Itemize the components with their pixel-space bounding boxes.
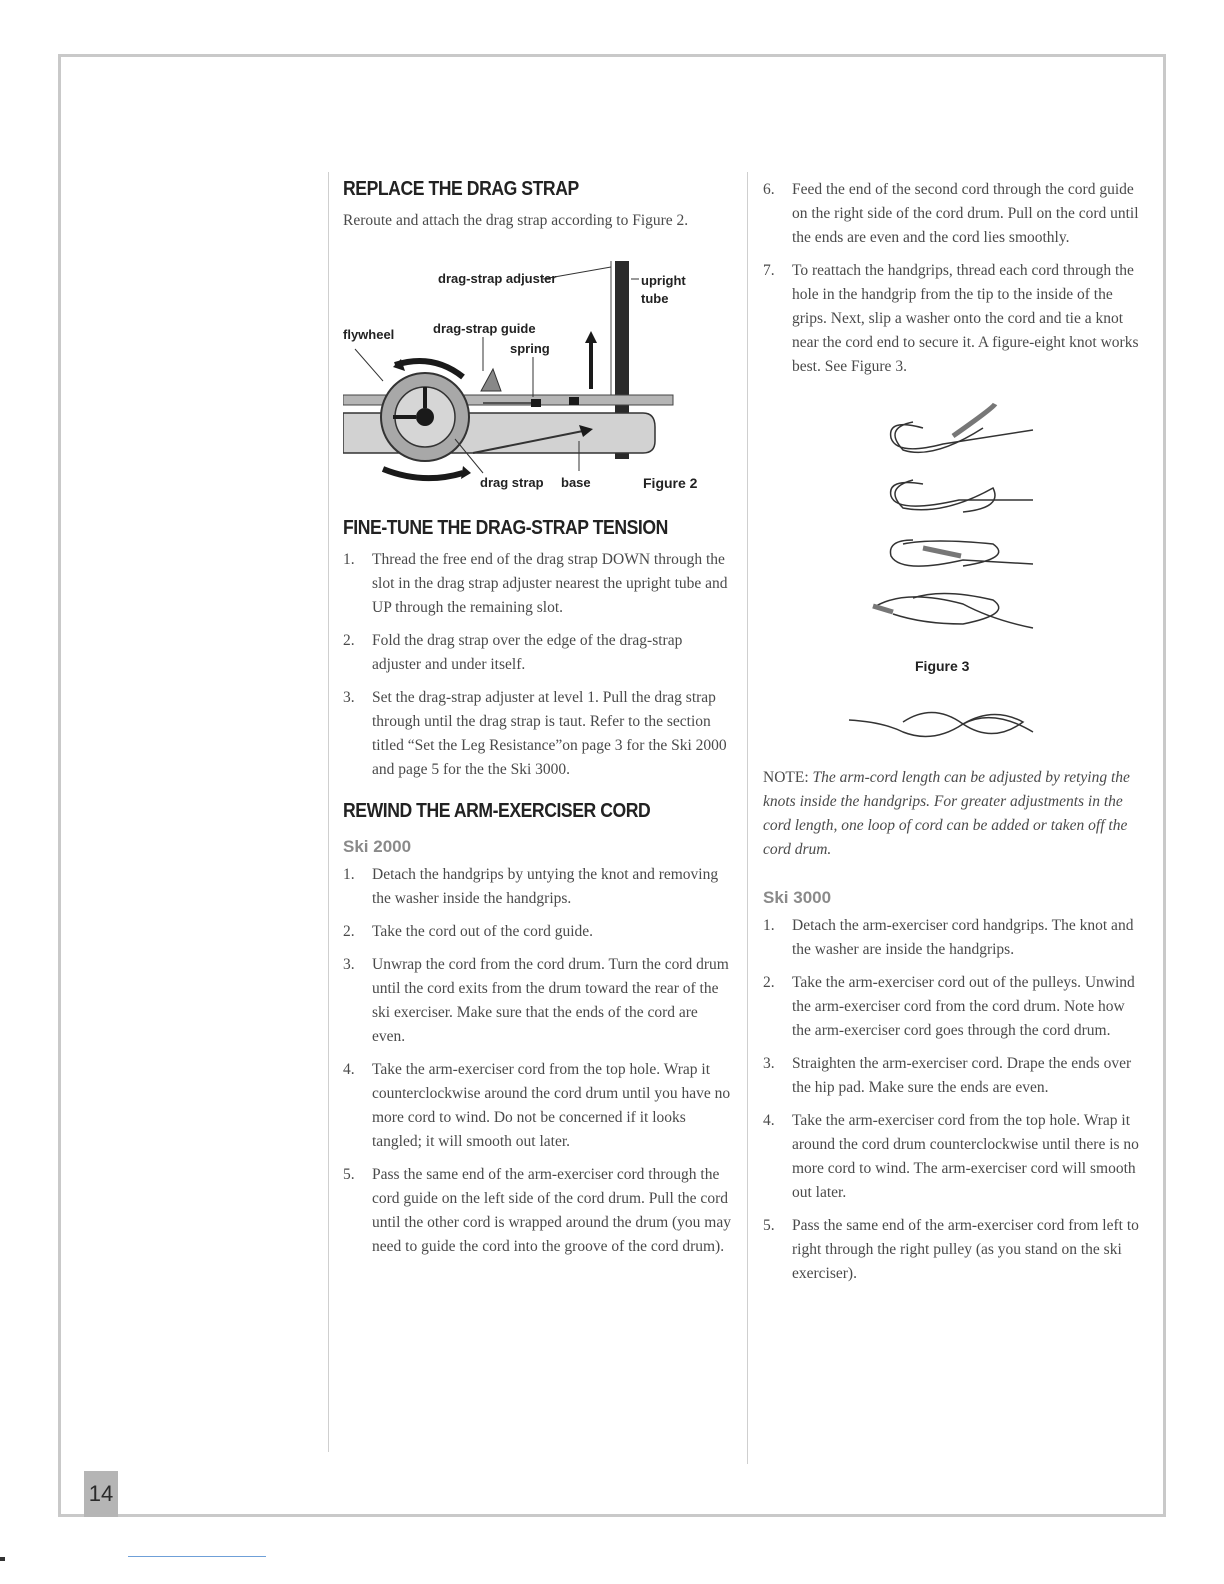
step-text: Take the arm-exerciser cord from the top hole. Wrap it around the cord drum counterclockwise until there is no more cord to wind. The arm-exerciser cord will smooth out later. — [792, 1112, 1139, 1201]
step-number: 2. — [343, 923, 355, 940]
fine-tune-heading: FINE-TUNE THE DRAG-STRAP TENSION — [343, 517, 668, 539]
step-text: Feed the end of the second cord through the cord guide on the right side of the cord drum. Pull on the cord until the ends are even and the cord lies smoothly. — [792, 181, 1139, 246]
label-upright: upright — [641, 273, 686, 288]
step-number: 5. — [763, 1217, 775, 1234]
step-text: Set the drag-strap adjuster at level 1. Pull the drag strap through until the drag strap is taut. Refer to the section titled “Set the Leg Resistance”on page 3 for the Ski 2000 and page 5 for the the Ski 3000. — [372, 689, 727, 778]
step-text: To reattach the handgrips, thread each cord through the hole in the handgrip from the tip to the inside of the grips. Next, slip a washer onto the cord and tie a knot near the cord end to secure it. A figure-eight knot works best. See Figure 3. — [792, 262, 1139, 375]
rotation-arrow-bottom — [383, 469, 463, 478]
ski-2000-step — [343, 1163, 733, 1259]
step-number: 2. — [343, 632, 355, 649]
right-column — [763, 178, 1147, 1295]
ski-2000-step — [343, 920, 733, 944]
step-number: 6. — [763, 181, 775, 198]
rewind-heading: REWIND THE ARM-EXERCISER CORD — [343, 800, 651, 822]
ski-2000-step — [763, 259, 1147, 379]
fine-tune-step — [343, 686, 733, 782]
replace-drag-strap-section — [343, 178, 733, 491]
step-number: 2. — [763, 974, 775, 991]
knot-step-1 — [891, 404, 1033, 452]
step-number: 1. — [763, 917, 775, 934]
footer-mark — [0, 1557, 5, 1561]
step-number: 3. — [343, 956, 355, 973]
label-tube: tube — [641, 291, 669, 306]
knot-step-2 — [891, 480, 1033, 512]
label-base: base — [561, 475, 591, 490]
step-text: Take the arm-exerciser cord out of the pulleys. Unwind the arm-exerciser cord from the cord drum. Note how the arm-exerciser cord goes through the cord drum. — [792, 974, 1135, 1039]
knot-step-4 — [873, 593, 1033, 628]
step-text: Detach the arm-exerciser cord handgrips. The knot and the washer are inside the handgrips. — [792, 917, 1134, 958]
ski-3000-step — [763, 1052, 1147, 1100]
ski-3000-steps — [763, 914, 1147, 1286]
ski-2000-subheading: Ski 2000 — [343, 837, 412, 856]
fine-tune-step — [343, 629, 733, 677]
replace-body: Reroute and attach the drag strap according to Figure 2. — [343, 212, 689, 229]
column-divider-middle — [747, 172, 748, 1464]
figure-2 — [343, 241, 715, 491]
label-spring: spring — [510, 341, 550, 356]
ski-2000-step — [343, 863, 733, 911]
ski-2000-steps-continued — [763, 178, 1147, 379]
page-number: 14 — [84, 1471, 118, 1517]
step-number: 1. — [343, 866, 355, 883]
ski-2000-steps — [343, 863, 733, 1259]
step-text: Unwrap the cord from the cord drum. Turn the cord drum until the cord exits from the drum toward the rear of the ski exerciser. Make sure that the ends of the cord are even. — [372, 956, 729, 1045]
step-number: 4. — [763, 1112, 775, 1129]
note-text: The arm-cord length can be adjusted by retying the knots inside the handgrips. For greater adjustments in the cord length, one loop of cord can be added or taken off the cord drum. — [763, 769, 1130, 858]
left-column — [343, 178, 733, 1268]
step-text: Detach the handgrips by untying the knot and removing the washer inside the handgrips. — [372, 866, 719, 907]
step-text: Fold the drag strap over the edge of the drag-strap adjuster and under itself. — [372, 632, 683, 673]
step-text: Take the cord out of the cord guide. — [372, 923, 594, 940]
step-text: Pass the same end of the arm-exerciser cord from left to right through the right pulley (as you stand on the ski exerciser). — [792, 1217, 1139, 1282]
label-drag-strap-adjuster: drag-strap adjuster — [438, 271, 557, 286]
figure-3-caption: Figure 3 — [915, 658, 970, 674]
step-number: 7. — [763, 262, 775, 279]
step-text: Take the arm-exerciser cord from the top hole. Wrap it counterclockwise around the cord drum until you have no more cord to wind. Do not be concerned if it looks tangled; it will smooth out later. — [372, 1061, 731, 1150]
knot-step-3 — [890, 540, 1033, 566]
note-label: NOTE: — [763, 769, 809, 786]
column-divider-left — [328, 172, 329, 1452]
step-number: 3. — [763, 1055, 775, 1072]
rewind-section — [343, 800, 733, 1259]
label-drag-strap: drag strap — [480, 475, 544, 490]
fine-tune-steps — [343, 548, 733, 782]
step-text: Straighten the arm-exerciser cord. Drape the ends over the hip pad. Make sure the ends are even. — [792, 1055, 1132, 1096]
ski-3000-step — [763, 971, 1147, 1043]
figure-eight-knot-diagram — [763, 388, 1147, 758]
ski-2000-step — [343, 1058, 733, 1154]
step-text: Thread the free end of the drag strap DOWN through the slot in the drag strap adjuster nearest the upright tube and UP through the remaining slot. — [372, 551, 728, 616]
ski-2000-step — [763, 178, 1147, 250]
ski-2000-step — [343, 953, 733, 1049]
ski-3000-step — [763, 1109, 1147, 1205]
footer-rule — [128, 1556, 266, 1557]
step-number: 1. — [343, 551, 355, 568]
ski-3000-step — [763, 914, 1147, 962]
label-flywheel: flywheel — [343, 327, 395, 342]
step-number: 3. — [343, 689, 355, 706]
ski-3000-subheading: Ski 3000 — [763, 888, 832, 907]
step-number: 5. — [343, 1166, 355, 1183]
figure-2-caption: Figure 2 — [643, 475, 698, 491]
step-text: Pass the same end of the arm-exerciser cord through the cord guide on the left side of the cord drum. Pull the cord until the other cord is wrapped around the drum (you may need to guide the cord into the groove of the cord drum). — [372, 1166, 731, 1255]
ski-3000-step — [763, 1214, 1147, 1286]
fine-tune-section — [343, 517, 733, 782]
knot-final — [849, 712, 1033, 736]
replace-heading: REPLACE THE DRAG STRAP — [343, 178, 579, 200]
step-number: 4. — [343, 1061, 355, 1078]
note-paragraph — [763, 766, 1147, 862]
label-drag-strap-guide: drag-strap guide — [433, 321, 536, 336]
fine-tune-step — [343, 548, 733, 620]
figure-3 — [763, 388, 1147, 758]
